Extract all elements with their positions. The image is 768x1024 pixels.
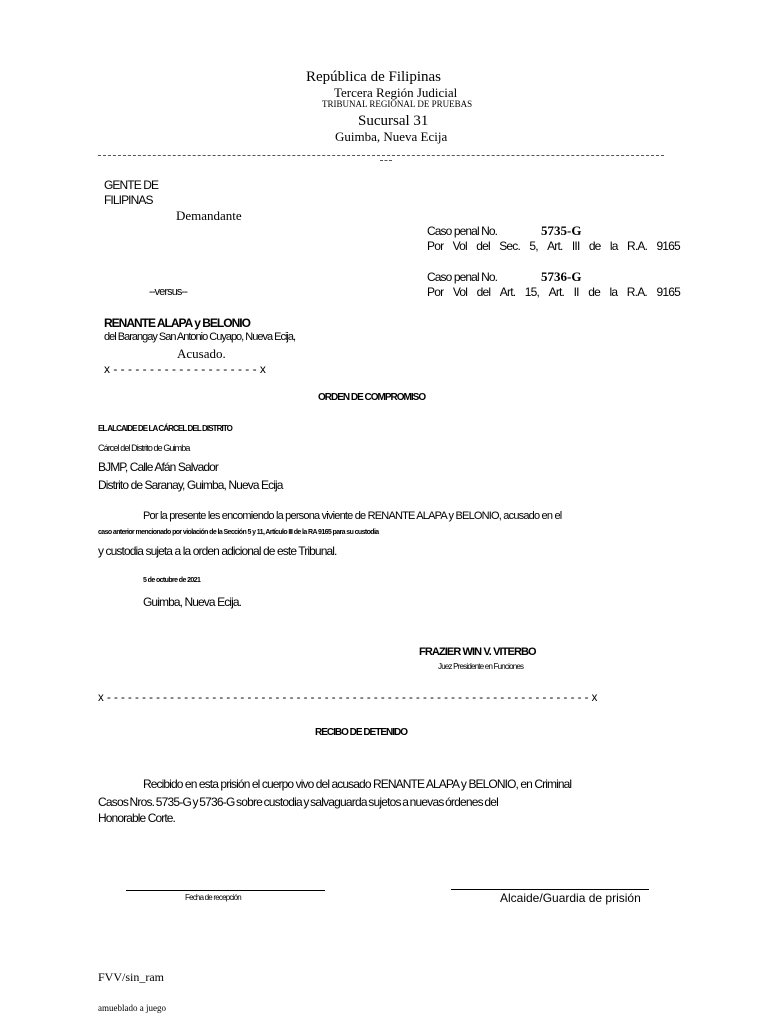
case-desc-word: del xyxy=(476,239,490,253)
plaintiff-line1: GENTE DE xyxy=(104,178,159,192)
receipt-word: y xyxy=(303,795,309,809)
parties-separator: x - - - - - - - - - - - - - - - - - - - - x xyxy=(104,362,266,376)
judge-title: Juez Presidente en Funciones xyxy=(438,662,524,671)
receipt-word: a xyxy=(402,795,409,809)
header-location: Guimba, Nueva Ecija xyxy=(335,129,448,144)
receipt-word: Nros. xyxy=(129,795,155,809)
case-desc-word: Vol xyxy=(452,239,467,253)
footer-initials: FVV/sin_ram xyxy=(98,970,164,984)
case-label-1: Caso penal No. xyxy=(427,224,498,238)
order-address-line1: BJMP, Calle Afán Salvador xyxy=(98,460,219,474)
order-body-line1: Por la presente les encomiendo la persona viviente de RENANTE ALAPA y BELONIO, acusado en el xyxy=(143,510,562,522)
case-desc-word: Sec. xyxy=(499,239,520,253)
section-divider: x - - - - - - - - - - - - - - - - - - - - - - - - - - - - - - - - - - - - - - - - - - - - - - - - - - - - - - - - - - - - - - - - - - - - - x xyxy=(98,692,598,704)
header-court: TRIBUNAL REGIONAL DE PRUEBAS xyxy=(322,99,473,109)
case-desc-word: la xyxy=(609,285,618,299)
receipt-word: y xyxy=(192,795,198,809)
receipt-word: salvaguarda xyxy=(310,795,367,809)
receipt-title: RECIBO DE DETENIDO xyxy=(315,727,408,738)
receipt-body-line2 xyxy=(98,795,498,809)
accused-name: RENANTE ALAPA y BELONIO xyxy=(104,316,250,330)
case-desc-word: Art. xyxy=(547,239,563,253)
judge-name: FRAZIER WIN V. VITERBO xyxy=(419,646,536,658)
receipt-word: Casos xyxy=(98,795,129,809)
order-body-line3: y custodia sujeta a la orden adicional de este Tribunal. xyxy=(98,544,337,558)
receipt-word: sujetos xyxy=(368,795,401,809)
header-branch: Sucursal 31 xyxy=(358,113,429,129)
case-label-2: Caso penal No. xyxy=(427,270,498,284)
case-desc-word: Art. xyxy=(548,285,565,299)
order-body-line2: caso anterior mencionado por violación de la Sección 5 y 11, Artículo III de la RA 9165 para su custodia xyxy=(98,529,379,536)
case-desc-word: 5, xyxy=(529,239,538,253)
case-desc-word: la xyxy=(609,239,618,253)
plaintiff-line2: FILIPINAS xyxy=(104,193,153,207)
header-republic: República de Filipinas xyxy=(306,69,441,85)
versus-label: --versus-- xyxy=(149,286,188,298)
case-desc-word: III xyxy=(571,239,580,253)
case-desc-word: R.A. xyxy=(626,285,647,299)
accused-address: del Barangay San Antonio Cuyapo, Nueva Ecija, xyxy=(104,331,296,343)
order-place: Guimba, Nueva Ecija. xyxy=(143,595,242,609)
order-addressee-title: EL ALCAIDE DE LA CÁRCEL DEL DISTRITO xyxy=(98,424,232,433)
case-desc-word: 9165 xyxy=(656,239,680,253)
order-addressee-sub: Cárcel del Distrito de Guimba xyxy=(98,443,190,453)
case-desc-word: II xyxy=(573,285,579,299)
order-title: ORDEN DE COMPROMISO xyxy=(318,392,426,403)
header-region: Tercera Región Judicial xyxy=(334,85,458,100)
receipt-word: 5736-G xyxy=(199,795,235,809)
signature-line-right xyxy=(451,889,649,890)
order-date: 5 de octubre de 2021 xyxy=(143,577,201,584)
receipt-word: del xyxy=(484,795,498,809)
case-desc-word: de xyxy=(588,239,601,253)
receipt-word: custodia xyxy=(263,795,302,809)
header-divider xyxy=(98,155,664,156)
signature-line-left xyxy=(126,890,325,891)
plaintiff-role: Demandante xyxy=(176,208,242,223)
case-desc-word: 15, xyxy=(524,285,540,299)
case-desc-word: 9165 xyxy=(656,285,680,299)
receipt-word: 5735-G xyxy=(155,795,191,809)
case-desc-word: de xyxy=(588,285,600,299)
case-desc-word: Vol xyxy=(452,285,468,299)
case-desc-word: R.A. xyxy=(626,239,648,253)
case-number-1: 5735-G xyxy=(541,223,582,238)
case-number-2: 5736-G xyxy=(541,269,582,284)
case-desc-word: Por xyxy=(427,239,444,253)
case-desc-2 xyxy=(427,285,680,299)
case-desc-1 xyxy=(427,239,680,253)
receipt-body-line1: Recibido en esta prisión el cuerpo vivo del acusado RENANTE ALAPA y BELONIO, en Criminal xyxy=(143,777,572,791)
case-desc-word: Art. xyxy=(499,285,516,299)
signature-label-right: Alcaide/Guardia de prisión xyxy=(500,891,641,905)
receipt-word: sobre xyxy=(236,795,263,809)
header-divider-mark xyxy=(380,160,392,161)
case-desc-word: Por xyxy=(427,285,444,299)
case-desc-word: del xyxy=(476,285,491,299)
signature-label-left: Fecha de recepción xyxy=(185,893,241,902)
order-address-line2: Distrito de Saranay, Guimba, Nueva Ecija xyxy=(98,478,283,492)
footer-note: amueblado a juego xyxy=(98,1003,166,1013)
receipt-body-line3: Honorable Corte. xyxy=(98,811,175,825)
accused-role: Acusado. xyxy=(177,346,226,361)
receipt-word: órdenes xyxy=(445,795,483,809)
receipt-word: nuevas xyxy=(409,795,444,809)
